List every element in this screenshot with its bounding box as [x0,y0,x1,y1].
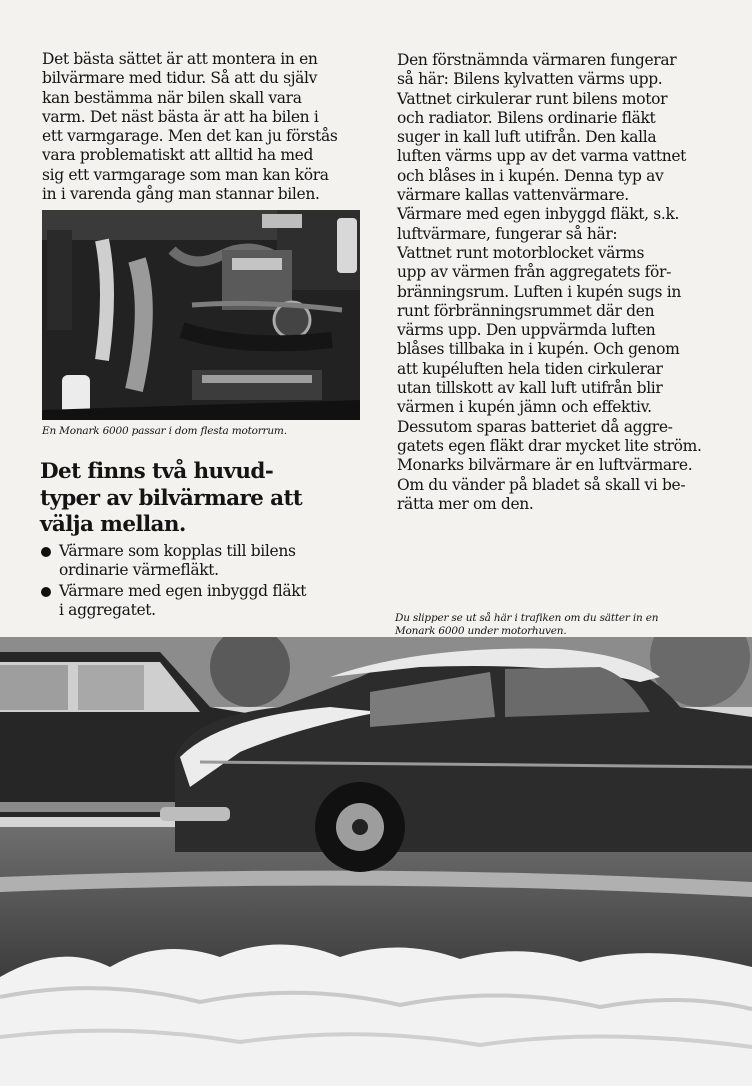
bullet-text: Värmare med egen inbyggd fläkt [59,581,307,600]
text-line: utan tillskott av kall luft utifrån blir [397,379,663,398]
bullet-text: ordinarie värmefläkt. [59,561,219,580]
text-line: in i varenda gång man stannar bilen. [42,185,320,204]
text-line: Den förstnämnda värmaren fungerar [397,51,677,69]
text-line: Vattnet cirkulerar runt bilens motor [397,89,668,108]
text-line: värmare kallas vattenvärmare. [397,186,629,205]
text-line: värms upp. Den uppvärmda luften [397,321,656,340]
text-line: Monarks bilvärmare är en luftvärmare. [397,456,693,475]
text-line: Dessutom sparas batteriet då aggre- [397,417,673,436]
heading-line: Det finns två huvud- [40,459,274,484]
car-photo-caption [395,612,725,638]
text-line: blåses tillbaka in i kupén. Och genom [397,340,680,359]
text-line: kan bestämma när bilen skall vara [42,88,302,107]
text-line: vara problematiskt att alltid ha med [42,146,314,165]
explanation-paragraph [397,51,715,514]
bullet-text: Värmare som kopplas till bilens [59,542,296,560]
heater-type-list [40,542,360,621]
caption-line: Du slipper se ut så här i trafiken om du sätter in en [395,612,659,624]
text-line: värmen i kupén jämn och effektiv. [397,398,652,417]
text-line: rätta mer om den. [397,494,534,513]
bullet-text: i aggregatet. [59,600,156,619]
bullet-icon [41,587,51,597]
text-line: att kupéluften hela tiden cirkulerar [397,359,663,378]
intro-paragraph [42,50,342,204]
text-line: varm. Det näst bästa är att ha bilen i [42,107,319,126]
text-line: suger in kall luft utifrån. Den kalla [397,128,657,147]
text-line: runt förbränningsrummet där den [397,301,655,320]
heading-line: välja mellan. [40,512,186,537]
text-line: Värmare med egen inbyggd fläkt, s.k. [397,205,680,224]
text-line: sig ett varmgarage som man kan köra [42,165,329,184]
text-line: och blåses in i kupén. Denna typ av [397,166,664,185]
text-line: bränningsrum. Luften i kupén sugs in [397,282,681,301]
snowy-car-photo [0,637,752,1086]
list-item [40,582,360,621]
list-item [40,542,360,581]
text-line: ett varmgarage. Men det kan ju förstås [42,127,338,146]
text-line: upp av värmen från aggregatets för- [397,263,671,282]
text-line: bilvärmare med tidur. Så att du själv [42,69,318,88]
text-line: så här: Bilens kylvatten värms upp. [397,70,663,89]
text-line: luftvärmare, fungerar så här: [397,224,618,243]
caption-line: Monark 6000 under motorhuven. [395,625,567,637]
bullet-icon [41,547,51,557]
heading-line: typer av bilvärmare att [40,485,303,511]
text-line: gatets egen fläkt drar mycket lite ström. [397,436,702,455]
text-line: Det bästa sättet är att montera in en [42,50,318,68]
engine-photo-caption: En Monark 6000 passar i dom flesta motorrum. [42,425,287,437]
text-line: Vattnet runt motorblocket värms [397,243,645,262]
text-line: Om du vänder på bladet så skall vi be- [397,475,686,494]
text-line: och radiator. Bilens ordinarie fläkt [397,108,656,127]
section-heading [40,459,360,539]
text-line: luften värms upp av det varma vattnet [397,147,687,166]
engine-bay-photo [42,210,360,420]
